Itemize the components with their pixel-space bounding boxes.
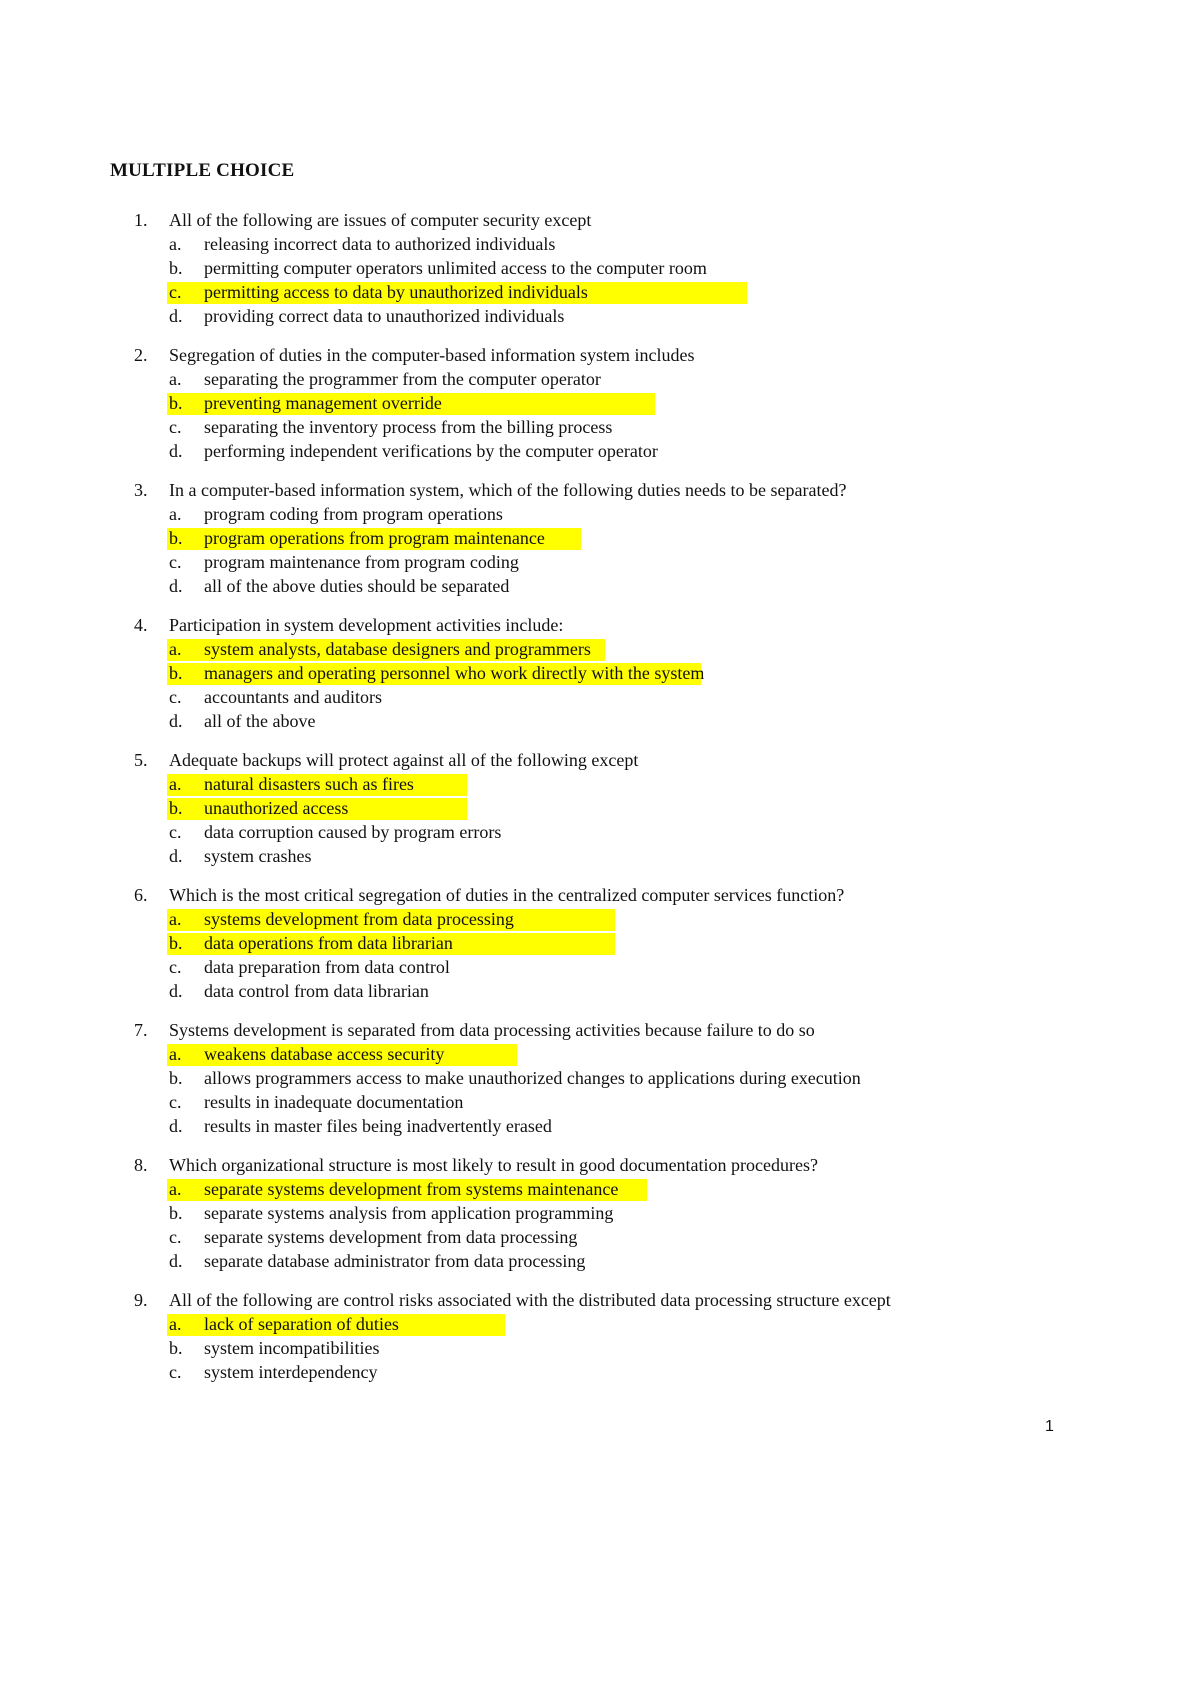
answer-option [110, 232, 1100, 256]
question-number: 3. [134, 480, 148, 500]
question-8 [110, 1153, 1100, 1273]
option-text: preventing management override [204, 393, 442, 413]
option-text: separate database administrator from data processing [204, 1251, 586, 1271]
option-text: system crashes [204, 846, 312, 866]
option-text: unauthorized access [204, 798, 349, 818]
answer-option [110, 685, 1100, 709]
question-number: 2. [134, 345, 148, 365]
answer-option [110, 1336, 1100, 1360]
option-text: providing correct data to unauthorized individuals [204, 306, 565, 326]
option-letter: d. [169, 1116, 183, 1136]
option-text: separate systems development from systems maintenance [204, 1179, 619, 1199]
option-text: separating the inventory process from the billing process [204, 417, 613, 437]
answer-option [110, 979, 1100, 1003]
option-letter: c. [169, 1362, 182, 1382]
answer-option [110, 1114, 1100, 1138]
option-text: system incompatibilities [204, 1338, 380, 1358]
answer-option [110, 955, 1100, 979]
question-number: 6. [134, 885, 148, 905]
option-text: all of the above duties should be separated [204, 576, 510, 596]
answer-option [110, 256, 1100, 280]
answer-option [110, 391, 1100, 415]
option-text: program operations from program maintenance [204, 528, 545, 548]
answer-option [110, 526, 1100, 550]
option-text: all of the above [204, 711, 316, 731]
option-letter: d. [169, 1251, 183, 1271]
question-number: 9. [134, 1290, 148, 1310]
option-text: permitting computer operators unlimited access to the computer room [204, 258, 707, 278]
question-number: 1. [134, 210, 148, 230]
question-text: Adequate backups will protect against all of the following except [169, 750, 639, 770]
question-stem [110, 613, 1100, 637]
question-number: 5. [134, 750, 148, 770]
answer-option [110, 1177, 1100, 1201]
answer-option [110, 502, 1100, 526]
answer-option [110, 415, 1100, 439]
question-stem [110, 343, 1100, 367]
option-text: data control from data librarian [204, 981, 429, 1001]
option-letter: d. [169, 846, 183, 866]
question-stem [110, 1153, 1100, 1177]
answer-option [110, 1249, 1100, 1273]
option-letter: b. [169, 393, 183, 413]
option-letter: d. [169, 576, 183, 596]
option-text: separating the programmer from the computer operator [204, 369, 601, 389]
question-text: Systems development is separated from data processing activities because failure to do so [169, 1020, 815, 1040]
answer-option [110, 367, 1100, 391]
answer-option [110, 1225, 1100, 1249]
question-stem [110, 748, 1100, 772]
question-1 [110, 208, 1100, 328]
option-letter: b. [169, 528, 183, 548]
option-text: natural disasters such as fires [204, 774, 414, 794]
option-letter: c. [169, 957, 182, 977]
answer-option [110, 661, 1100, 685]
option-text: system interdependency [204, 1362, 378, 1382]
option-letter: a. [169, 504, 182, 524]
option-letter: d. [169, 441, 183, 461]
answer-option [110, 844, 1100, 868]
option-letter: a. [169, 1179, 182, 1199]
question-number: 4. [134, 615, 148, 635]
option-letter: d. [169, 711, 183, 731]
answer-option [110, 772, 1100, 796]
option-letter: a. [169, 639, 182, 659]
option-letter: a. [169, 774, 182, 794]
option-text: program coding from program operations [204, 504, 503, 524]
answer-option [110, 1201, 1100, 1225]
question-stem [110, 1288, 1100, 1312]
question-7 [110, 1018, 1100, 1138]
option-letter: a. [169, 234, 182, 254]
answer-option [110, 280, 1100, 304]
question-4 [110, 613, 1100, 733]
option-letter: b. [169, 1068, 183, 1088]
answer-option [110, 574, 1100, 598]
option-letter: d. [169, 981, 183, 1001]
question-stem [110, 1018, 1100, 1042]
answer-option [110, 1042, 1100, 1066]
question-5 [110, 748, 1100, 868]
question-6 [110, 883, 1100, 1003]
option-letter: b. [169, 798, 183, 818]
question-stem [110, 208, 1100, 232]
option-text: managers and operating personnel who work directly with the system [204, 663, 705, 683]
option-text: accountants and auditors [204, 687, 382, 707]
option-letter: c. [169, 822, 182, 842]
option-letter: b. [169, 258, 183, 278]
answer-option [110, 1312, 1100, 1336]
option-text: performing independent verifications by the computer operator [204, 441, 658, 461]
question-list [110, 208, 1100, 1399]
answer-option [110, 637, 1100, 661]
option-text: data operations from data librarian [204, 933, 453, 953]
option-letter: c. [169, 282, 182, 302]
option-letter: b. [169, 933, 183, 953]
question-text: In a computer-based information system, which of the following duties needs to be separated? [169, 480, 847, 500]
page-number: 1 [1045, 1418, 1054, 1435]
option-text: allows programmers access to make unauthorized changes to applications during execution [204, 1068, 861, 1088]
option-letter: c. [169, 1092, 182, 1112]
answer-option [110, 439, 1100, 463]
answer-option [110, 1090, 1100, 1114]
question-number: 8. [134, 1155, 148, 1175]
option-text: systems development from data processing [204, 909, 514, 929]
answer-option [110, 820, 1100, 844]
option-letter: a. [169, 1044, 182, 1064]
option-letter: c. [169, 687, 182, 707]
question-9 [110, 1288, 1100, 1384]
question-text: Which is the most critical segregation of duties in the centralized computer services function? [169, 885, 845, 905]
option-text: results in inadequate documentation [204, 1092, 464, 1112]
page-heading: MULTIPLE CHOICE [110, 160, 295, 181]
answer-option [110, 304, 1100, 328]
option-text: releasing incorrect data to authorized individuals [204, 234, 556, 254]
option-text: weakens database access security [204, 1044, 445, 1064]
option-text: program maintenance from program coding [204, 552, 519, 572]
answer-option [110, 550, 1100, 574]
question-text: All of the following are issues of computer security except [169, 210, 592, 230]
question-text: Segregation of duties in the computer-based information system includes [169, 345, 695, 365]
option-letter: c. [169, 552, 182, 572]
question-text: Participation in system development activities include: [169, 615, 564, 635]
question-stem [110, 478, 1100, 502]
option-letter: b. [169, 1338, 183, 1358]
option-text: lack of separation of duties [204, 1314, 399, 1334]
question-2 [110, 343, 1100, 463]
answer-option [110, 907, 1100, 931]
question-number: 7. [134, 1020, 148, 1040]
answer-option [110, 1360, 1100, 1384]
question-3 [110, 478, 1100, 598]
option-text: separate systems analysis from application programming [204, 1203, 614, 1223]
option-text: system analysts, database designers and programmers [204, 639, 591, 659]
question-text: Which organizational structure is most likely to result in good documentation procedures? [169, 1155, 819, 1175]
option-text: data corruption caused by program errors [204, 822, 502, 842]
option-letter: a. [169, 1314, 182, 1334]
answer-option [110, 796, 1100, 820]
option-letter: b. [169, 1203, 183, 1223]
question-text: All of the following are control risks associated with the distributed data processing structure except [169, 1290, 891, 1310]
option-letter: c. [169, 1227, 182, 1247]
question-stem [110, 883, 1100, 907]
answer-option [110, 931, 1100, 955]
option-letter: c. [169, 417, 182, 437]
option-letter: d. [169, 306, 183, 326]
option-letter: a. [169, 369, 182, 389]
option-text: data preparation from data control [204, 957, 450, 977]
option-letter: b. [169, 663, 183, 683]
option-letter: a. [169, 909, 182, 929]
option-text: separate systems development from data processing [204, 1227, 578, 1247]
option-text: permitting access to data by unauthorized individuals [204, 282, 588, 302]
answer-option [110, 1066, 1100, 1090]
answer-option [110, 709, 1100, 733]
option-text: results in master files being inadvertently erased [204, 1116, 552, 1136]
